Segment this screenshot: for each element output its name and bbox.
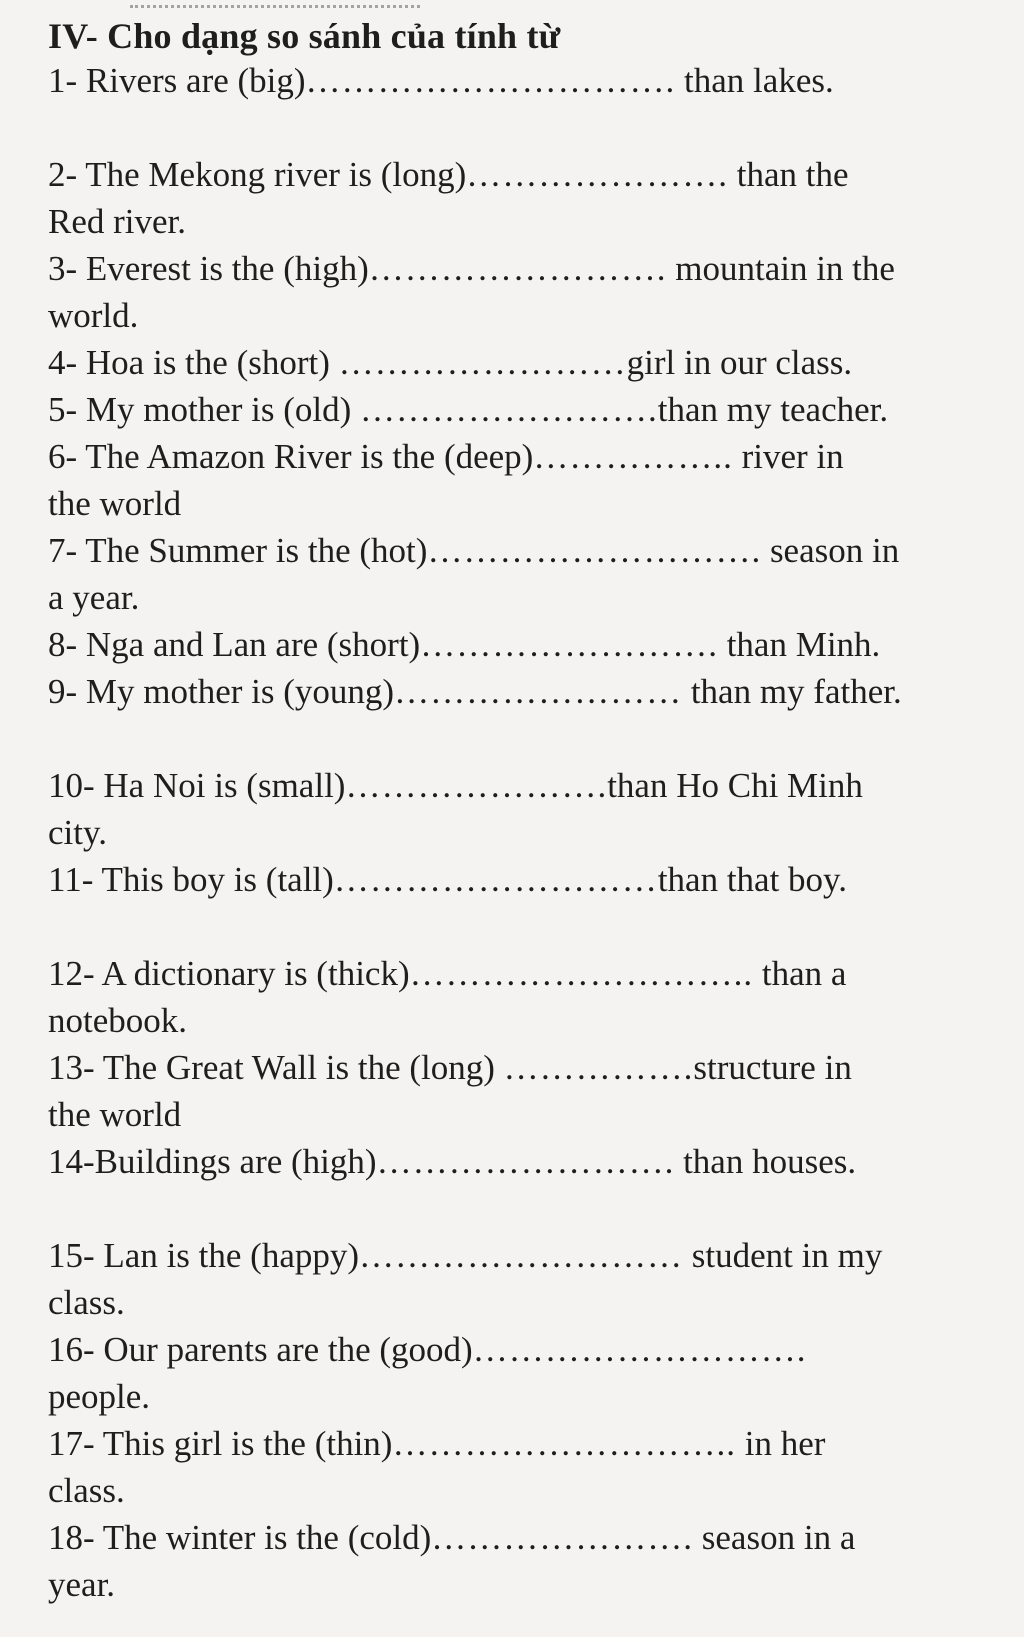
- exercise-line: [48, 245, 998, 292]
- exercise-line: [48, 621, 998, 668]
- answer-blank[interactable]: ………………………: [359, 1236, 684, 1275]
- exercise-item: [48, 151, 998, 245]
- answer-blank[interactable]: ………………………..: [409, 954, 754, 993]
- exercise-prompt: 1- Rivers are (big): [48, 61, 306, 100]
- answer-blank[interactable]: …………………….: [368, 249, 667, 288]
- exercise-suffix: in her: [735, 1424, 826, 1463]
- exercise-line: [48, 1232, 998, 1279]
- exercise-suffix: girl in our class.: [626, 343, 853, 382]
- exercise-item: [48, 245, 998, 339]
- exercise-line: [48, 57, 998, 104]
- exercise-prompt: 12- A dictionary is (thick): [48, 954, 410, 993]
- exercise-continuation: a year.: [48, 578, 140, 617]
- exercise-suffix: structure in: [693, 1048, 852, 1087]
- exercise-suffix: student in my: [683, 1236, 883, 1275]
- answer-blank[interactable]: …………………….: [376, 1142, 675, 1181]
- exercise-prompt: 14-Buildings are (high): [48, 1142, 377, 1181]
- exercise-suffix: than the: [728, 155, 849, 194]
- answer-blank[interactable]: ………………………….: [305, 61, 676, 100]
- exercise-prompt: 16- Our parents are the (good): [48, 1330, 473, 1369]
- exercise-line: [48, 386, 998, 433]
- exercise-item: [48, 668, 998, 762]
- answer-blank[interactable]: ………………….: [345, 766, 608, 805]
- exercise-item: [48, 1514, 998, 1608]
- exercise-suffix: than that boy.: [657, 860, 848, 899]
- exercise-item: [48, 762, 998, 856]
- answer-blank[interactable]: …………………….: [420, 625, 718, 664]
- exercise-list: [48, 57, 998, 1608]
- exercise-prompt: 8- Nga and Lan are (short): [48, 625, 421, 664]
- exercise-suffix: river in: [732, 437, 844, 476]
- exercise-line: [48, 1514, 998, 1561]
- exercise-continuation: the world: [48, 1095, 182, 1134]
- exercise-line: [48, 151, 998, 198]
- line-spacer: [48, 903, 998, 950]
- exercise-suffix: season in: [761, 531, 900, 570]
- exercise-prompt: 10- Ha Noi is (small): [48, 766, 346, 805]
- exercise-suffix: than my father.: [682, 672, 902, 711]
- answer-blank[interactable]: ………………………..: [392, 1424, 736, 1463]
- exercise-suffix: than my teacher.: [657, 390, 889, 429]
- answer-blank[interactable]: …………………….: [360, 390, 658, 429]
- exercise-line: [48, 1326, 998, 1373]
- exercise-line: [48, 1420, 998, 1467]
- exercise-suffix: mountain in the: [666, 249, 895, 288]
- exercise-item: [48, 527, 998, 621]
- exercise-continuation: world.: [48, 296, 139, 335]
- line-spacer: [48, 1185, 998, 1232]
- exercise-line: [48, 668, 998, 715]
- exercise-suffix: than houses.: [674, 1142, 857, 1181]
- exercise-item: [48, 950, 998, 1044]
- exercise-line: [48, 339, 998, 386]
- answer-blank[interactable]: ……………………: [394, 672, 683, 711]
- exercise-suffix: season in a: [693, 1518, 856, 1557]
- answer-blank[interactable]: ………………….: [431, 1518, 694, 1557]
- answer-blank[interactable]: ……………………….: [472, 1330, 807, 1369]
- exercise-continuation: Red river.: [48, 202, 187, 241]
- line-spacer: [48, 104, 998, 151]
- exercise-item: [48, 1044, 998, 1138]
- line-spacer: [48, 715, 998, 762]
- exercise-item: [48, 856, 998, 950]
- exercise-heading: IV- Cho dạng so sánh của tính từ: [48, 16, 561, 56]
- exercise-item: [48, 621, 998, 668]
- exercise-prompt: 18- The winter is the (cold): [48, 1518, 432, 1557]
- exercise-line: [48, 433, 998, 480]
- exercise-item: [48, 339, 998, 386]
- exercise-line: [48, 1044, 998, 1091]
- exercise-line: [48, 1138, 998, 1185]
- exercise-line: [48, 950, 998, 997]
- exercise-line: [48, 762, 998, 809]
- exercise-prompt: 5- My mother is (old): [48, 390, 361, 429]
- answer-blank[interactable]: ………………………: [333, 860, 658, 899]
- answer-blank[interactable]: ……………………….: [427, 531, 762, 570]
- exercise-continuation: class.: [48, 1471, 125, 1510]
- exercise-continuation: year.: [48, 1565, 116, 1604]
- exercise-prompt: 17- This girl is the (thin): [48, 1424, 393, 1463]
- exercise-item: [48, 1326, 998, 1420]
- exercise-prompt: 11- This boy is (tall): [48, 860, 334, 899]
- exercise-continuation: city.: [48, 813, 107, 852]
- exercise-suffix: than a: [753, 954, 847, 993]
- exercise-continuation: class.: [48, 1283, 125, 1322]
- exercise-suffix: than lakes.: [675, 61, 834, 100]
- exercise-suffix: than Ho Chi Minh: [607, 766, 863, 805]
- exercise-line: [48, 856, 998, 903]
- exercise-prompt: 4- Hoa is the (short): [48, 343, 339, 382]
- exercise-continuation: notebook.: [48, 1001, 188, 1040]
- exercise-item: [48, 1420, 998, 1514]
- exercise-prompt: 13- The Great Wall is the (long): [48, 1048, 504, 1087]
- exercise-line: [48, 527, 998, 574]
- answer-blank[interactable]: ……………………: [338, 343, 627, 382]
- exercise-prompt: 3- Everest is the (high): [48, 249, 369, 288]
- exercise-suffix: than Minh.: [717, 625, 881, 664]
- exercise-item: [48, 1138, 998, 1232]
- exercise-prompt: 6- The Amazon River is the (deep): [48, 437, 534, 476]
- exercise-continuation: people.: [48, 1377, 151, 1416]
- exercise-item: [48, 386, 998, 433]
- exercise-prompt: 9- My mother is (young): [48, 672, 395, 711]
- answer-blank[interactable]: ………………….: [466, 155, 729, 194]
- top-dotted-rule: [130, 0, 420, 8]
- exercise-prompt: 2- The Mekong river is (long): [48, 155, 467, 194]
- exercise-item: [48, 433, 998, 527]
- exercise-prompt: 15- Lan is the (happy): [48, 1236, 360, 1275]
- exercise-item: [48, 1232, 998, 1326]
- exercise-item: [48, 57, 998, 151]
- exercise-prompt: 7- The Summer is the (hot): [48, 531, 428, 570]
- answer-blank[interactable]: ……………..: [533, 437, 733, 476]
- exercise-continuation: the world: [48, 484, 182, 523]
- answer-blank[interactable]: …………….: [503, 1048, 694, 1087]
